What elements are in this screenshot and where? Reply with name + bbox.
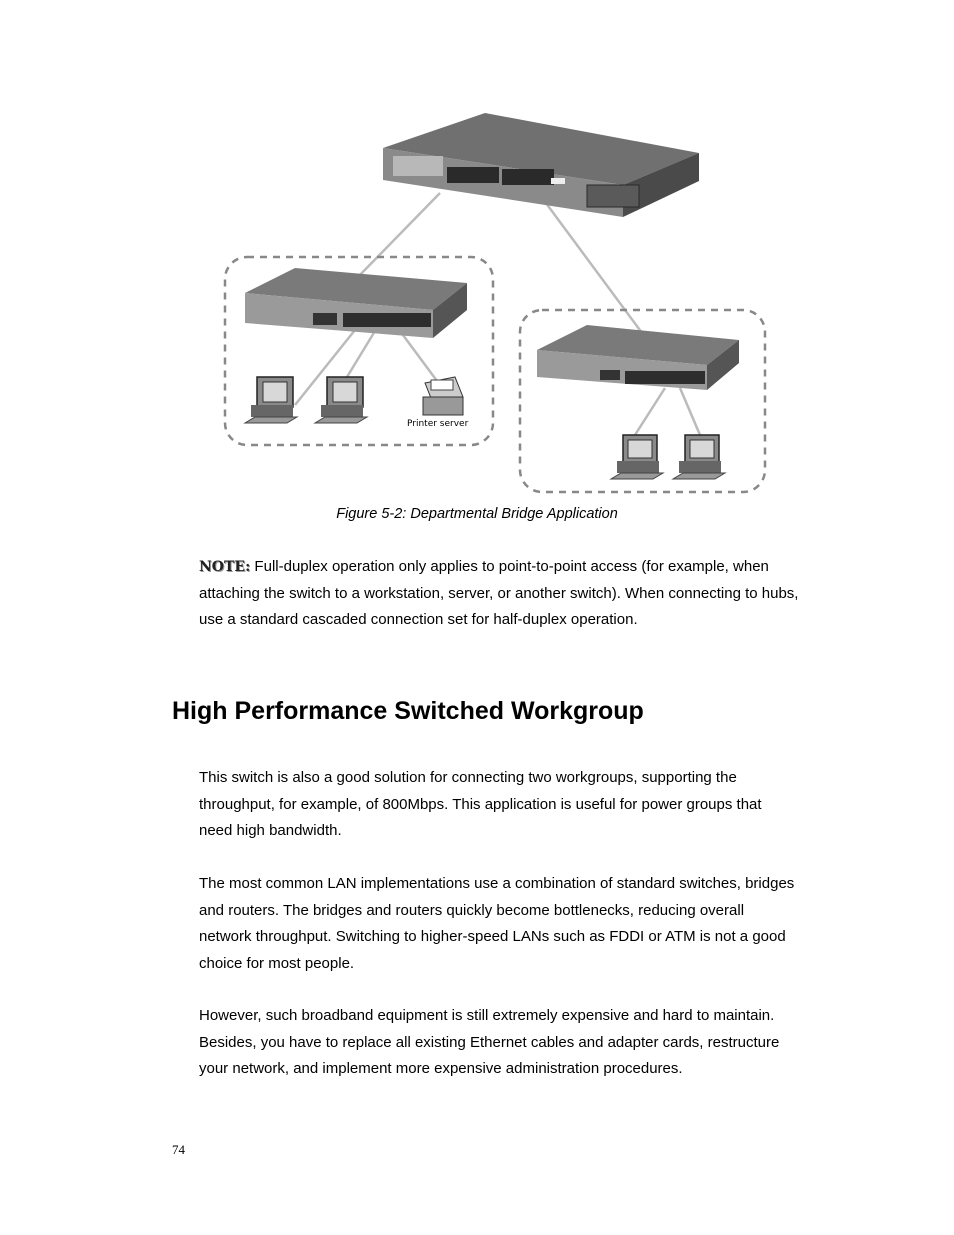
body-paragraph: However, such broadband equipment is still extremely expensive and hard to maintain. Besides, you have to replace all existing Ethernet cables and adapter cards, restructure your network, and implement more expensive administration procedures. [199, 1007, 780, 1077]
computer-icon [245, 377, 297, 423]
network-diagram [215, 105, 775, 500]
note-label: NOTE [199, 559, 246, 575]
page-number: 74 [172, 1142, 185, 1157]
right-switch [537, 325, 739, 390]
computer-icon [611, 435, 663, 479]
body-paragraph: This switch is also a good solution for connecting two workgroups, supporting the throughput, for example, of 800Mbps. This application is useful for power groups that need high bandwidth. [199, 769, 762, 839]
computer-icon [673, 435, 725, 479]
printer-server-icon [423, 377, 463, 415]
body-paragraph: The most common LAN implementations use a combination of standard switches, bridges and routers. The bridges and routers quickly become bottlenecks, reducing overall network throughput. Switching to higher-speed LANs such as FDDI or ATM is not a good choice for most people. [199, 875, 795, 972]
figure-caption: Figure 5-2: Departmental Bridge Application [336, 506, 618, 522]
left-switch [245, 268, 467, 338]
section-heading: High Performance Switched Workgroup [172, 697, 644, 725]
computer-icon [315, 377, 367, 423]
printer-server-label: Printer server [407, 419, 469, 429]
note-text: Full-duplex operation only applies to point-to-point access (for example, when attaching the switch to a workstation, server, or another switch). When connecting to hubs, use a standard cascaded connection set for half-duplex operation. [199, 558, 799, 628]
note-separator: : [245, 559, 251, 575]
note-paragraph [199, 554, 799, 634]
